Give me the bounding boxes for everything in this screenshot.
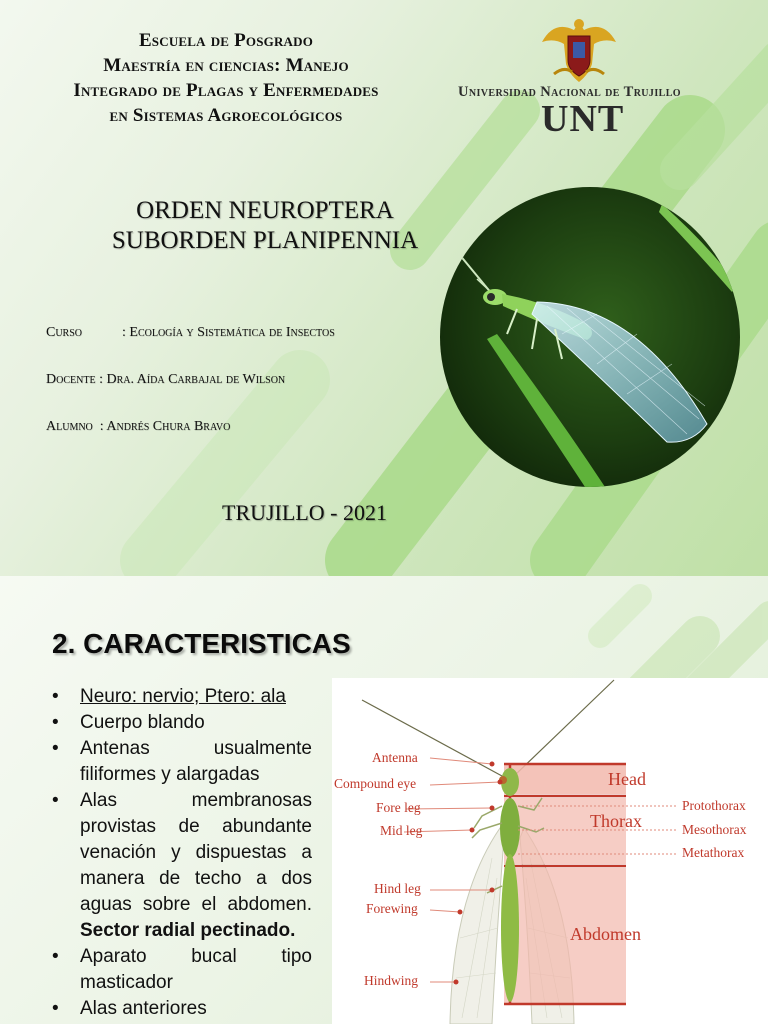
label-mesothorax: Mesothorax (682, 822, 747, 837)
segment-head: Head (608, 769, 646, 789)
suborder-title: SUBORDEN PLANIPENNIA (111, 227, 419, 254)
course-label: Curso (46, 325, 83, 340)
label-antenna: Antenna (372, 750, 418, 765)
list-item (50, 684, 312, 710)
characteristics-slide (0, 576, 768, 1024)
label-fore-leg: Fore leg (376, 800, 421, 815)
list-item (50, 944, 312, 996)
label-mid-leg: Mid leg (380, 823, 423, 838)
label-hind-leg: Hind leg (374, 881, 421, 896)
teacher-label: Docente (46, 372, 96, 387)
green-lacewing-photo (437, 184, 743, 490)
student-value: : Andrés Chura Bravo (99, 419, 231, 434)
header-line: Escuela de Posgrado (138, 30, 314, 51)
bullet-text: Alas anteriores (80, 998, 207, 1019)
section-title: 2. CARACTERISTICAS (52, 628, 351, 659)
etymology-text: Neuro: nervio; Ptero: ala (80, 686, 286, 707)
bullet-text: Aparato bucal tipo masticador (80, 946, 312, 993)
bullet-bold-text: Sector radial pectinado. (80, 920, 296, 941)
header-line: en Sistemas Agroecológicos (109, 105, 343, 126)
order-title: ORDEN NEUROPTERA (136, 197, 394, 224)
university-abbreviation: UNT (541, 98, 625, 140)
student-row (46, 419, 230, 435)
header-line: Integrado de Plagas y Enfermedades (73, 80, 379, 101)
characteristics-list (50, 684, 312, 1022)
segment-thorax: Thorax (590, 811, 642, 831)
label-protothorax: Protothorax (682, 798, 746, 813)
list-item (50, 736, 312, 788)
school-header (20, 28, 432, 128)
bullet-text: Antenas usualmente filiformes y alargadas (80, 738, 312, 785)
lacewing-anatomy-diagram (332, 678, 768, 1024)
city-year: TRUJILLO - 2021 (222, 500, 387, 525)
university-name: Universidad Nacional de Trujillo (458, 84, 681, 100)
label-hindwing: Hindwing (364, 973, 418, 988)
segment-abdomen: Abdomen (570, 924, 641, 944)
label-metathorax: Metathorax (682, 845, 745, 860)
university-crest-icon (534, 12, 624, 86)
presentation-topic (70, 196, 460, 256)
label-compound-eye: Compound eye (334, 776, 417, 791)
student-label: Alumno (46, 419, 93, 434)
list-item (50, 788, 312, 944)
teacher-row (46, 372, 285, 388)
list-item (50, 996, 312, 1022)
course-row (46, 325, 335, 341)
teacher-value: : Dra. Aída Carbajal de Wilson (99, 372, 286, 387)
course-value: : Ecología y Sistemática de Insectos (122, 325, 335, 340)
bullet-text: Cuerpo blando (80, 712, 205, 733)
list-item (50, 710, 312, 736)
bullet-text: Alas membranosas provistas de abundante venación y dispuestas a manera de techo a dos aguas sobre el abdomen. (80, 790, 312, 915)
label-forewing: Forewing (366, 901, 418, 916)
header-line: Maestría en ciencias: Manejo (103, 55, 349, 76)
